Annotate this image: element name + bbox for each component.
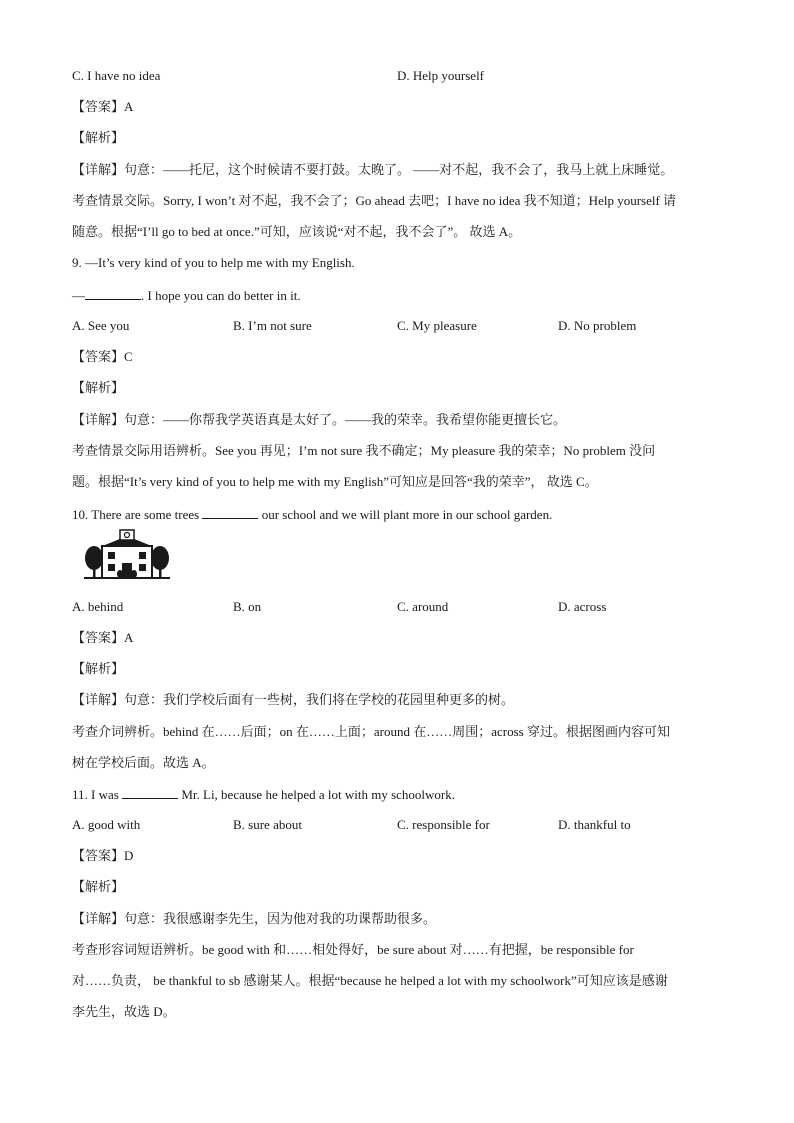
q11-detail-line-4: 李先生，故选 D。 — [72, 1004, 176, 1019]
q10-option-d: D. across — [558, 599, 607, 614]
q9-detail-line-2: 考查情景交际用语辨析。See you 再见；I’m not sure 我不确定；My pleasure 我的荣幸；No problem 没问 — [72, 443, 656, 458]
q11-stem-suffix: Mr. Li, because he helped a lot with my schoolwork. — [178, 787, 455, 802]
q11-option-c: C. responsible for — [397, 817, 490, 832]
q10-detail-line-2: 考查介词辨析。behind 在……后面；on 在……上面；around 在……周围；across 穿过。根据图画内容可知 — [72, 724, 670, 739]
q8-answer: 【答案】A — [72, 99, 134, 114]
q10-blank — [202, 505, 258, 519]
q9-option-b: B. I’m not sure — [233, 318, 312, 333]
q11-detail-line-2: 考查形容词短语辨析。be good with 和……相处得好，be sure about 对……有把握，be responsible for — [72, 942, 634, 957]
q9-stem-line-2 — [72, 286, 301, 305]
q9-stem-line-1: 9. —It’s very kind of you to help me with my English. — [72, 255, 355, 270]
q11-detail-line-3: 对……负责， be thankful to sb 感谢某人。根据“because he helped a lot with my schoolwork”可知应该是感谢 — [72, 973, 668, 988]
q11-stem — [72, 785, 455, 804]
q10-option-a: A. behind — [72, 599, 124, 614]
q10-stem — [72, 505, 552, 524]
q11-answer: 【答案】D — [72, 848, 134, 863]
q11-stem-prefix: 11. I was — [72, 787, 123, 802]
q10-option-c: C. around — [397, 599, 449, 614]
q8-detail-line-1: 【详解】句意：——托尼，这个时候请不要打鼓。太晚了。 ——对不起，我不会了，我马上就上床睡觉。 — [72, 162, 674, 177]
q11-analysis-label: 【解析】 — [72, 879, 125, 894]
q10-stem-suffix: our school and we will plant more in our school garden. — [258, 507, 553, 522]
q8-analysis-label: 【解析】 — [72, 130, 125, 145]
q8-option-c: C. I have no idea — [72, 68, 161, 83]
q11-option-d: D. thankful to — [558, 817, 631, 832]
q11-option-a: A. good with — [72, 817, 141, 832]
q9-dash: — — [72, 288, 85, 303]
q11-blank — [122, 785, 178, 799]
q9-analysis-label: 【解析】 — [72, 380, 125, 395]
q10-stem-prefix: 10. There are some trees — [72, 507, 203, 522]
q10-detail-line-3: 树在学校后面。故选 A。 — [72, 755, 215, 770]
q9-detail-line-3: 题。根据“It’s very kind of you to help me with my English”可知应是回答“我的荣幸”， 故选 C。 — [72, 474, 598, 489]
q9-option-c: C. My pleasure — [397, 318, 477, 333]
q9-option-a: A. See you — [72, 318, 130, 333]
q8-detail-line-3: 随意。根据“I’ll go to bed at once.”可知，应该说“对不起，我不会了”。 故选 A。 — [72, 224, 522, 239]
q10-answer: 【答案】A — [72, 630, 134, 645]
q10-analysis-label: 【解析】 — [72, 661, 125, 676]
q10-detail-line-1: 【详解】句意：我们学校后面有一些树，我们将在学校的花园里种更多的树。 — [72, 692, 515, 707]
q9-stem-suffix: . I hope you can do better in it. — [141, 288, 301, 303]
q11-detail-line-1: 【详解】句意：我很感谢李先生，因为他对我的功课帮助很多。 — [72, 911, 437, 926]
q8-option-d: D. Help yourself — [397, 68, 485, 83]
q9-blank — [85, 286, 141, 300]
q11-option-b: B. sure about — [233, 817, 302, 832]
q8-detail-line-2: 考查情景交际。Sorry, I won’t 对不起，我不会了；Go ahead 去吧；I have no idea 我不知道；Help yourself 请 — [72, 193, 677, 208]
q9-detail-line-1: 【详解】句意：——你帮我学英语真是太好了。——我的荣幸。我希望你能更擅长它。 — [72, 412, 567, 427]
q9-answer: 【答案】C — [72, 349, 133, 364]
q10-option-b: B. on — [233, 599, 262, 614]
school-with-trees-icon — [82, 528, 172, 586]
q9-option-d: D. No problem — [558, 318, 637, 333]
